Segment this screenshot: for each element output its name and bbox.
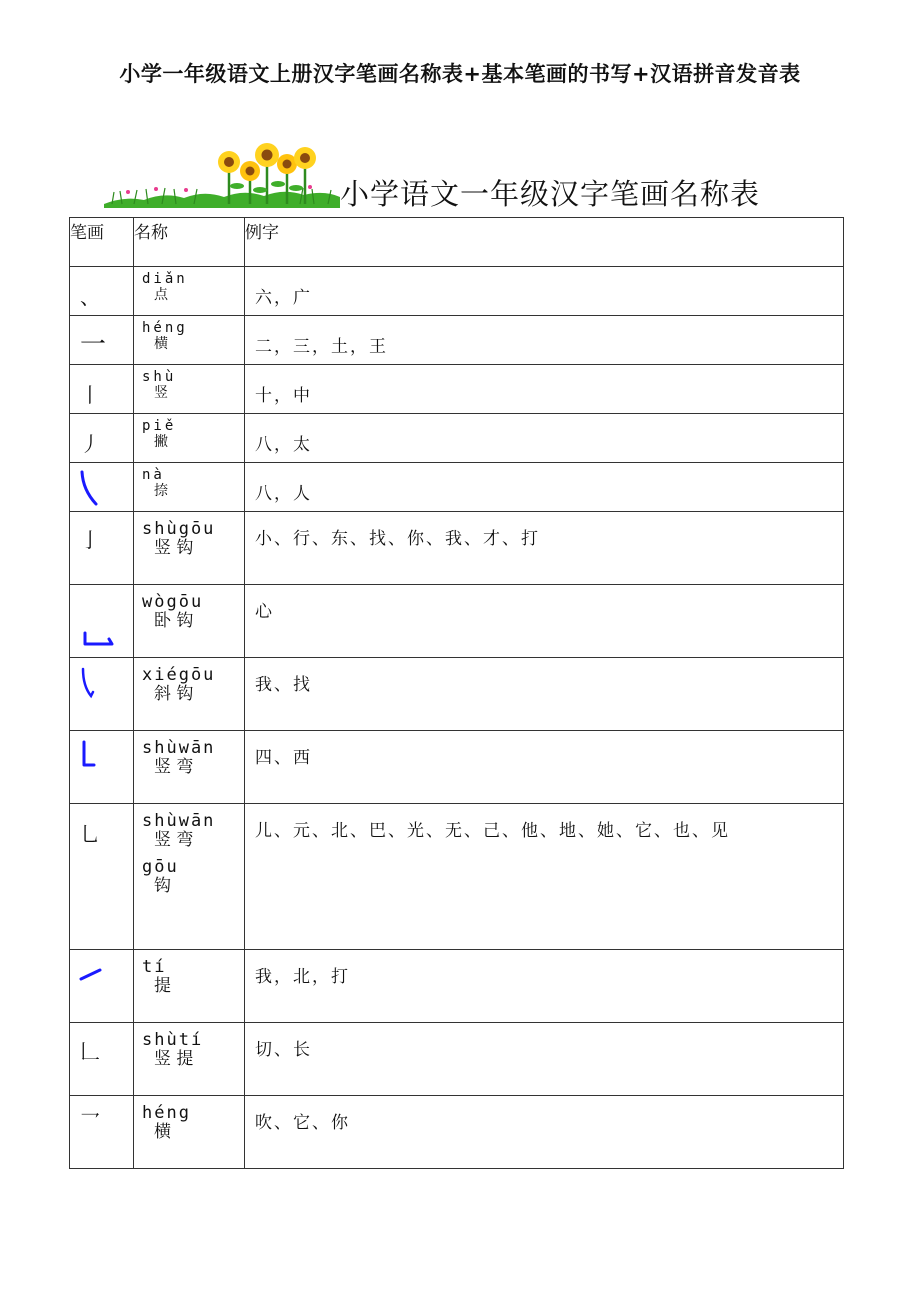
table-row — [70, 414, 844, 463]
table-header-row — [70, 218, 844, 267]
stroke-glyph: 亅 — [80, 528, 100, 552]
table-row — [70, 585, 844, 658]
pinyin-label: héng — [142, 1103, 191, 1123]
example-chars: 八，太 — [245, 414, 844, 463]
pinyin-label: shùwān — [142, 811, 216, 831]
table-subtitle: 小学语文一年级汉字笔画名称表 — [340, 177, 761, 211]
example-chars: 二，三，土，王 — [245, 316, 844, 365]
stroke-name: 斜 钩 — [154, 684, 194, 704]
stroke-glyph: 乚 — [80, 822, 100, 846]
stroke-name: 横 — [154, 336, 168, 352]
header-stroke: 笔画 — [70, 218, 134, 267]
pinyin-label: shùtí — [142, 1030, 204, 1050]
pinyin-label: piě — [142, 418, 177, 434]
pinyin-label: shù — [142, 369, 177, 385]
pinyin-label: diǎn — [142, 271, 188, 287]
stroke-cell — [70, 267, 134, 316]
table-row — [70, 658, 844, 731]
document-title: 小学一年级语文上册汉字笔画名称表+基本笔画的书写+汉语拼音发音表 — [119, 62, 801, 86]
name-cell — [134, 731, 245, 804]
stroke-cell — [70, 1023, 134, 1096]
example-chars: 切、长 — [245, 1023, 844, 1096]
name-cell — [134, 950, 245, 1023]
example-chars: 我、找 — [245, 658, 844, 731]
stroke-glyph: 丿 — [80, 432, 100, 456]
pinyin-label: tí — [142, 957, 167, 977]
table-row — [70, 950, 844, 1023]
stroke-cell — [70, 512, 134, 585]
stroke-glyph: 𠃊 — [80, 1039, 100, 1063]
stroke-name-table — [69, 217, 844, 1169]
name-cell — [134, 1023, 245, 1096]
example-chars: 六，广 — [245, 267, 844, 316]
stroke-name: 捺 — [154, 483, 168, 499]
na-stroke-icon — [78, 468, 102, 508]
name-cell — [134, 512, 245, 585]
example-chars: 十，中 — [245, 365, 844, 414]
name-cell — [134, 316, 245, 365]
stroke-cell — [70, 804, 134, 950]
name-cell — [134, 414, 245, 463]
stroke-name: 提 — [154, 976, 171, 996]
pinyin-label-continued: gōu — [142, 857, 179, 877]
example-chars: 儿、元、北、巴、光、无、己、他、地、她、它、也、见 — [245, 804, 844, 950]
stroke-glyph: 乛 — [80, 1110, 100, 1134]
table-row — [70, 512, 844, 585]
stroke-name: 竖 钩 — [154, 538, 194, 558]
stroke-cell — [70, 365, 134, 414]
stroke-name: 撇 — [154, 434, 168, 450]
sunflower-banner-image — [104, 142, 340, 208]
stroke-cell — [70, 316, 134, 365]
wogou-stroke-icon — [82, 629, 116, 649]
pinyin-label: nà — [142, 467, 165, 483]
name-cell — [134, 658, 245, 731]
xiegou-stroke-icon — [79, 666, 99, 700]
table-row — [70, 365, 844, 414]
example-chars: 八，人 — [245, 463, 844, 512]
stroke-glyph: 一 — [80, 330, 107, 360]
stroke-cell — [70, 414, 134, 463]
stroke-name-continued: 钩 — [154, 876, 171, 896]
stroke-name: 竖 弯 — [154, 757, 194, 777]
stroke-name: 点 — [154, 287, 168, 303]
table-row — [70, 1023, 844, 1096]
example-chars: 心 — [245, 585, 844, 658]
name-cell — [134, 365, 245, 414]
stroke-name: 竖 弯 — [154, 830, 194, 850]
ti-stroke-icon — [78, 966, 104, 982]
pinyin-label: héng — [142, 320, 188, 336]
stroke-name: 卧 钩 — [154, 611, 194, 631]
stroke-cell — [70, 658, 134, 731]
pinyin-label: xiégōu — [142, 665, 216, 685]
example-chars: 四、西 — [245, 731, 844, 804]
stroke-name: 竖 提 — [154, 1049, 194, 1069]
stroke-name: 竖 — [154, 385, 168, 401]
pinyin-label: shùgōu — [142, 519, 216, 539]
stroke-cell — [70, 585, 134, 658]
name-cell — [134, 804, 245, 950]
example-chars: 吹、它、你 — [245, 1096, 844, 1169]
table-row — [70, 1096, 844, 1169]
example-chars: 小、行、东、找、你、我、才、打 — [245, 512, 844, 585]
stroke-cell — [70, 1096, 134, 1169]
name-cell — [134, 463, 245, 512]
name-cell — [134, 585, 245, 658]
header-examples: 例字 — [245, 218, 844, 267]
shuwan-stroke-icon — [79, 739, 99, 771]
name-cell — [134, 267, 245, 316]
pinyin-label: shùwān — [142, 738, 216, 758]
table-row — [70, 463, 844, 512]
stroke-cell — [70, 950, 134, 1023]
stroke-glyph: 、 — [80, 285, 100, 309]
stroke-cell — [70, 731, 134, 804]
stroke-glyph: 丨 — [80, 383, 100, 407]
example-chars: 我，北，打 — [245, 950, 844, 1023]
pinyin-label: wògōu — [142, 592, 204, 612]
table-row — [70, 316, 844, 365]
name-cell — [134, 1096, 245, 1169]
table-row — [70, 804, 844, 950]
stroke-cell — [70, 463, 134, 512]
table-row — [70, 731, 844, 804]
stroke-name: 横 — [154, 1122, 171, 1142]
header-name: 名称 — [134, 218, 245, 267]
table-row — [70, 267, 844, 316]
